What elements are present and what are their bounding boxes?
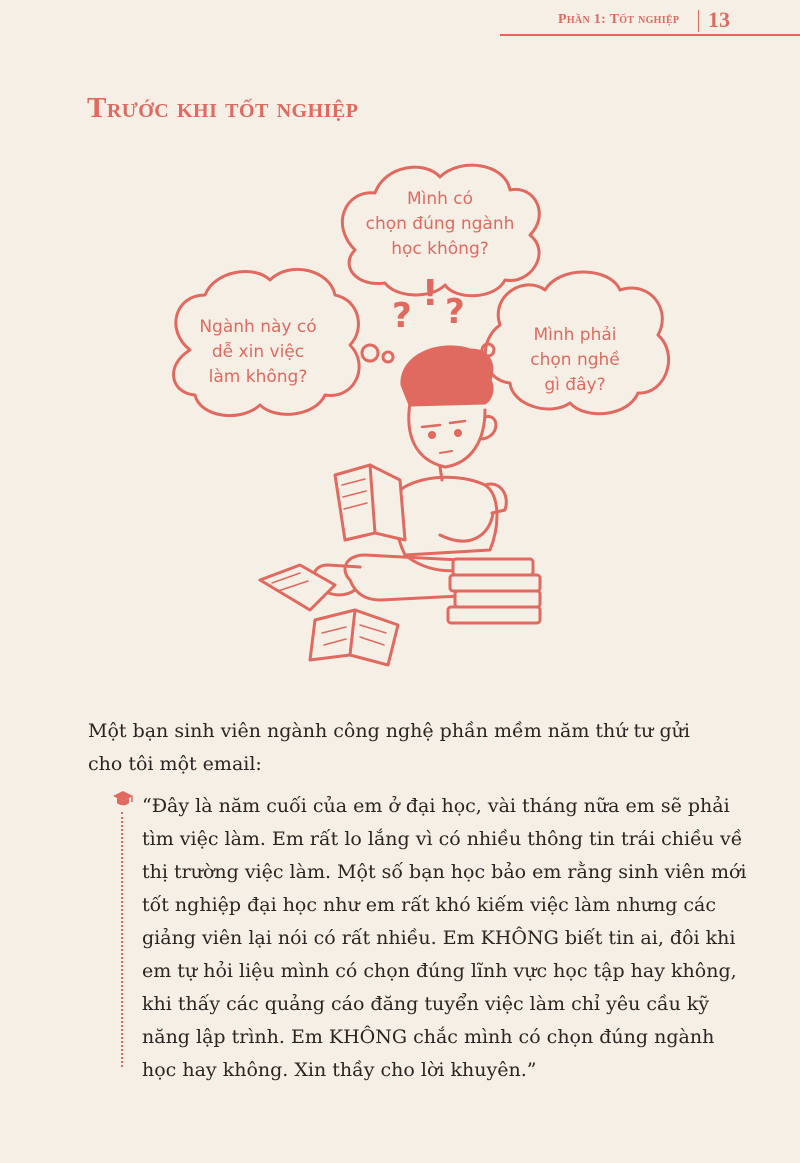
bubble-top-text: Mình có chọn đúng ngành học không?	[365, 189, 515, 259]
marks-text: ?	[445, 292, 465, 332]
quote-block	[112, 790, 752, 1090]
thought-dot-left-2	[383, 352, 393, 362]
book-left-1	[260, 565, 335, 610]
thought-dot-left-1	[362, 345, 378, 361]
quote-dotted-rule	[121, 812, 123, 1067]
student-illustration	[160, 155, 680, 675]
student-hair	[402, 347, 492, 405]
section-title: Trước khi tốt nghiệp	[87, 92, 359, 124]
book-stack-1	[450, 575, 540, 591]
email-quote: “Đây là năm cuối của em ở đại học, vài tháng nữa em sẽ phải tìm việc làm. Em rất lo lắng vì có nhiều thông tin trái chiều về thị trường việc làm. Một số bạn học bảo em rằng sinh viên mới tốt nghiệp đại học như em rất khó kiếm việc làm nhưng các giảng viên lại nói có rất nhiều. Em KHÔNG biết tin ai, đôi khi em tự hỏi liệu mình có chọn đúng lĩnh vực học tập hay không, khi thấy các quảng cáo đăng tuyển việc làm chỉ yêu cầu kỹ năng lập trình. Em KHÔNG chắc mình có chọn đúng ngành học hay không. Xin thầy cho lời khuyên.”	[142, 795, 747, 1081]
book-stack-2	[455, 591, 540, 607]
running-header	[500, 4, 800, 36]
student-face	[409, 403, 485, 467]
intro-paragraph: Một bạn sinh viên ngành công nghệ phần mềm năm thứ tư gửi cho tôi một email:	[88, 720, 690, 775]
header-divider	[698, 10, 699, 32]
book-stack-4	[453, 559, 533, 575]
graduation-cap-icon	[112, 790, 134, 808]
bubble-right-text: Mình phải chọn nghề gì đây?	[530, 325, 620, 395]
bubble-left-text: Ngành này có dễ xin việc làm không?	[199, 317, 317, 387]
chapter-title: Phần 1: Tốt nghiệp	[558, 12, 680, 27]
marks-text: ?	[392, 296, 412, 336]
marks-text: !	[422, 273, 439, 314]
page-number: 13	[708, 7, 730, 32]
student-torso	[395, 477, 497, 555]
book-stack-3	[448, 607, 540, 623]
